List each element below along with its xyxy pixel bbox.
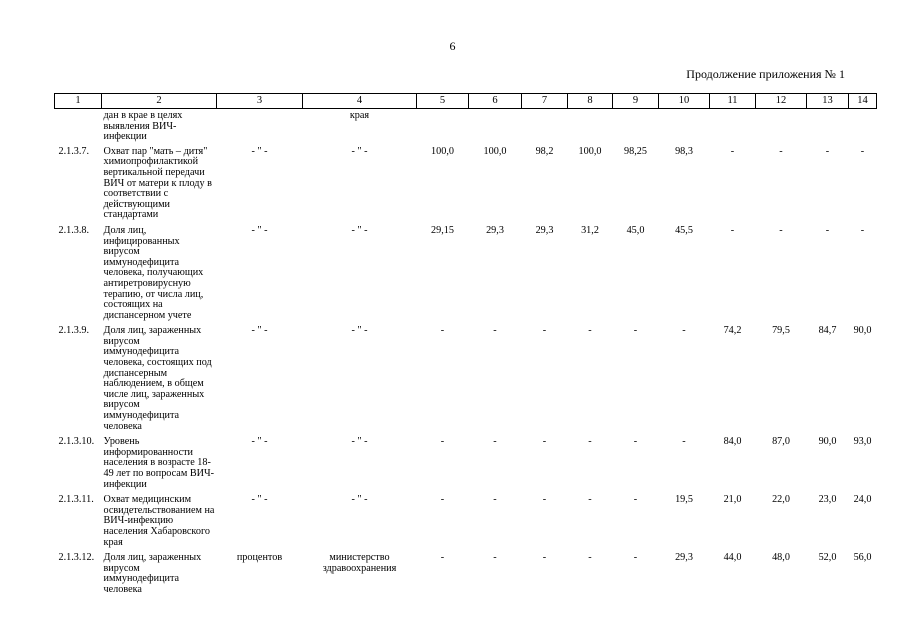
column-header: 6: [469, 94, 522, 109]
column-header: 13: [807, 94, 849, 109]
row-value: 29,15: [431, 224, 454, 236]
row-value: -: [682, 325, 686, 337]
row-value: 98,25: [624, 145, 647, 157]
row-value: 98,3: [675, 145, 693, 157]
row-name: Доля лиц, зараженных вирусом иммунодефицита человека: [103, 552, 202, 595]
row-unit: - " -: [251, 494, 268, 506]
row-value: -: [633, 436, 638, 448]
row-value: [469, 109, 522, 147]
row-value: [710, 109, 756, 147]
row-value: 74,2: [723, 325, 742, 337]
row-value: -: [542, 436, 547, 448]
row-value: 100,0: [483, 145, 507, 157]
row-source: - " -: [351, 494, 368, 506]
row-value: -: [542, 552, 547, 564]
column-header: 14: [849, 94, 877, 109]
row-value: -: [825, 145, 830, 157]
row-value: -: [730, 224, 735, 236]
row-value: -: [633, 552, 638, 564]
row-value: -: [493, 552, 497, 564]
row-source: - " -: [351, 145, 368, 157]
row-name: Доля лиц, зараженных вирусом иммунодефицита человека, состоящих под диспансерным наблюдением, в общем числе лиц, зараженных вирусом иммунодефицита человека: [103, 325, 212, 432]
row-value: -: [493, 494, 497, 506]
row-value: 21,0: [723, 494, 742, 506]
row-source: министерство здравоохранения: [322, 552, 397, 574]
row-code: 2.1.3.10.: [58, 436, 95, 448]
row-value: -: [588, 552, 592, 564]
table-row: [55, 437, 877, 495]
row-code: 2.1.3.7.: [58, 145, 90, 157]
row-code: 2.1.3.12.: [58, 552, 95, 564]
row-value: -: [779, 145, 783, 157]
row-value: -: [493, 436, 497, 448]
row-unit: [217, 109, 303, 147]
row-name: Охват медицинским освидетельствованием на ВИЧ-инфекцию населения Хабаровского края: [103, 494, 215, 548]
column-header: 12: [756, 94, 807, 109]
row-value: -: [493, 325, 497, 337]
row-value: 52,0: [818, 552, 837, 564]
row-value: 90,0: [853, 325, 872, 337]
row-code: 2.1.3.9.: [58, 325, 90, 337]
row-value: 44,0: [723, 552, 742, 564]
row-value: [522, 109, 568, 147]
row-code: 2.1.3.8.: [58, 224, 90, 236]
page-number: 6: [449, 39, 456, 53]
row-code: [55, 109, 102, 147]
row-name: дан в крае в целях выявления ВИЧ-инфекции: [103, 110, 183, 143]
row-value: -: [588, 325, 592, 337]
row-source: - " -: [351, 325, 368, 337]
row-value: 98,2: [535, 145, 554, 157]
row-value: 100,0: [431, 145, 454, 157]
table-row: [55, 226, 877, 326]
table-row: [55, 495, 877, 553]
row-value: -: [633, 325, 638, 337]
column-header: 3: [217, 94, 303, 109]
row-value: -: [633, 494, 638, 506]
row-value: -: [588, 494, 592, 506]
row-value: -: [682, 436, 686, 448]
continuation-label: Продолжение приложения № 1: [686, 67, 845, 81]
row-value: 29,3: [675, 552, 693, 564]
row-unit: - " -: [251, 145, 268, 157]
row-unit: - " -: [251, 224, 268, 236]
column-header: 2: [102, 94, 217, 109]
row-value: 45,5: [675, 224, 693, 236]
row-value: [756, 109, 807, 147]
row-value: 84,0: [723, 436, 742, 448]
row-value: 31,2: [581, 224, 599, 236]
row-value: -: [542, 494, 547, 506]
row-value: -: [588, 436, 592, 448]
row-source: края: [349, 110, 370, 121]
row-value: 100,0: [578, 145, 602, 157]
row-source: - " -: [351, 224, 368, 236]
row-code: 2.1.3.11.: [58, 494, 94, 506]
row-value: -: [440, 325, 445, 337]
row-value: 56,0: [853, 552, 872, 564]
row-value: -: [860, 145, 865, 157]
row-value: 24,0: [853, 494, 872, 506]
row-value: 19,5: [675, 494, 693, 506]
row-name: Уровень информированности населения в возрасте 18-49 лет по вопросам ВИЧ-инфекции: [103, 436, 214, 490]
row-value: -: [779, 224, 783, 236]
row-value: -: [860, 224, 865, 236]
row-name: Доля лиц, инфицированных вирусом иммунодефицита человека, получающих антиретровирусную терапию, от числа лиц, состоящих на диспансерном учете: [103, 224, 204, 321]
column-header: 8: [568, 94, 613, 109]
row-value: 23,0: [818, 494, 837, 506]
row-unit: процентов: [236, 552, 283, 564]
row-unit: - " -: [251, 436, 268, 448]
row-value: 29,3: [535, 224, 554, 236]
row-value: [568, 109, 613, 147]
row-value: [659, 109, 710, 147]
row-value: [849, 109, 877, 147]
row-value: 84,7: [818, 325, 837, 337]
column-header: 5: [417, 94, 469, 109]
column-header: 1: [55, 94, 102, 109]
row-value: 22,0: [772, 494, 790, 506]
row-value: -: [440, 436, 445, 448]
column-header: 4: [303, 94, 417, 109]
row-source: - " -: [351, 436, 368, 448]
row-value: 87,0: [772, 436, 790, 448]
column-header: 10: [659, 94, 710, 109]
row-value: 45,0: [626, 224, 645, 236]
table-row: [55, 109, 877, 147]
row-value: 48,0: [772, 552, 790, 564]
row-value: -: [440, 552, 445, 564]
indicators-table: [54, 93, 877, 601]
column-header: 11: [710, 94, 756, 109]
row-name: Охват пар "мать – дитя" химиопрофилактикой вертикальной передачи ВИЧ от матери к плоду в соответствии с действующими стандартами: [103, 145, 212, 221]
row-unit: - " -: [251, 325, 268, 337]
row-value: [417, 109, 469, 147]
row-value: -: [542, 325, 547, 337]
table-row: [55, 147, 877, 226]
column-header: 9: [613, 94, 659, 109]
row-value: 29,3: [486, 224, 504, 236]
column-header: 7: [522, 94, 568, 109]
row-value: -: [825, 224, 830, 236]
row-value: 93,0: [853, 436, 872, 448]
table-row: [55, 326, 877, 437]
row-value: 79,5: [772, 325, 790, 337]
row-value: -: [440, 494, 445, 506]
table-row: [55, 553, 877, 600]
row-value: 90,0: [818, 436, 837, 448]
table-header-row: [55, 94, 877, 109]
row-value: [613, 109, 659, 147]
row-value: [807, 109, 849, 147]
row-value: -: [730, 145, 735, 157]
